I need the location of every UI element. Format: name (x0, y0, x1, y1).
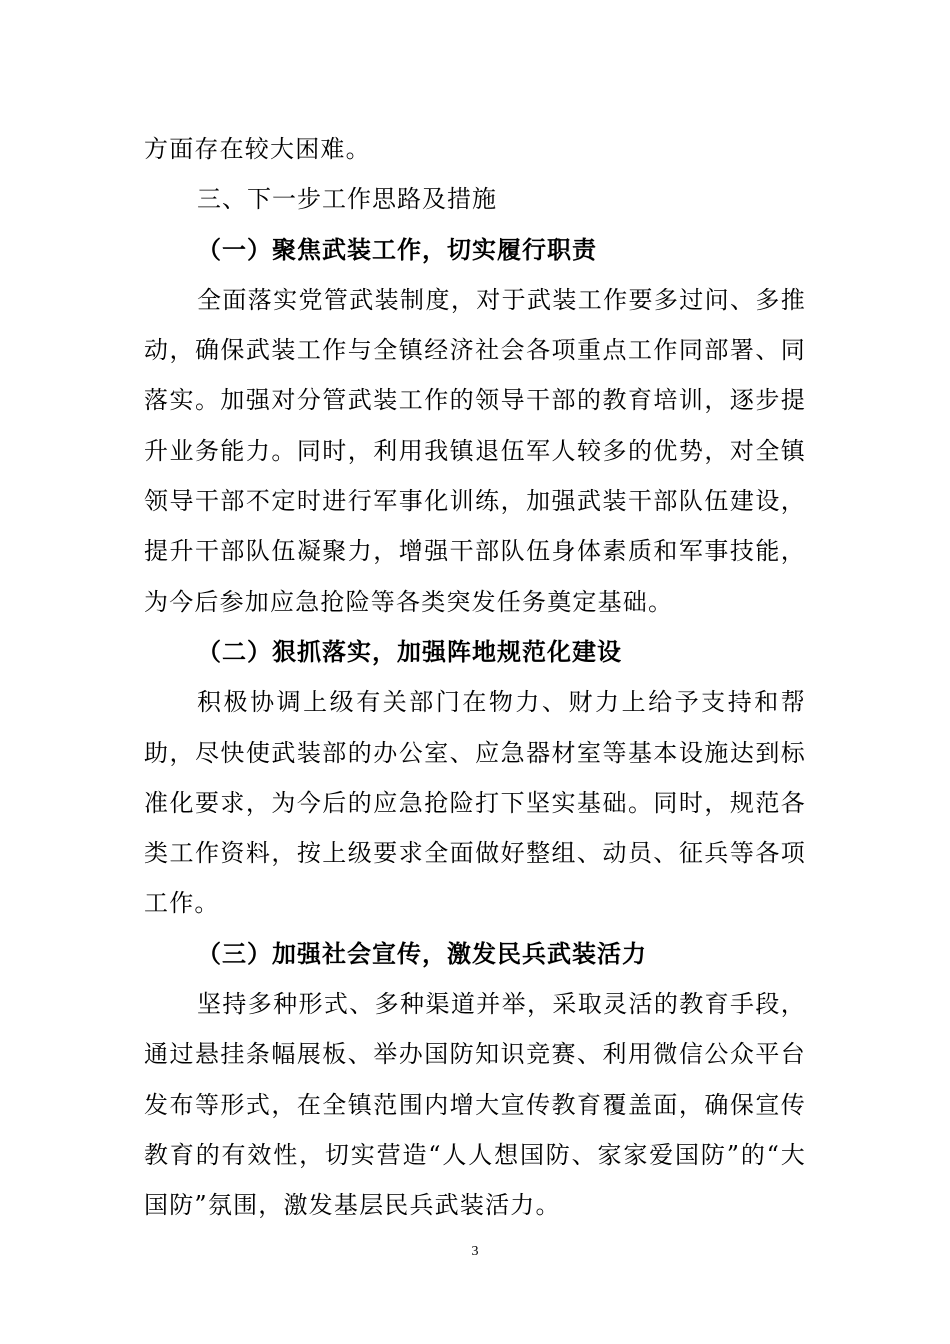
document-body (144, 124, 806, 1231)
subsection-body-3: 坚持多种形式、多种渠道并举，采取灵活的教育手段，通过悬挂条幅展板、举办国防知识竞赛、利用微信公众平台发布等形式，在全镇范围内增大宣传教育覆盖面，确保宣传教育的有效性，切实营造“人人想国防、家家爱国防”的“大国防”氛围，激发基层民兵武装活力。 (144, 990, 806, 1220)
subsection-heading-1: （一）聚焦武装工作，切实履行职责 (197, 234, 597, 264)
subsection-body-2: 积极协调上级有关部门在物力、财力上给予支持和帮助，尽快使武装部的办公室、应急器材室等基本设施达到标准化要求，为今后的应急抢险打下坚实基础。同时，规范各类工作资料，按上级要求全面做好整组、动员、征兵等各项工作。 (144, 688, 806, 918)
subsection-body-1: 全面落实党管武装制度，对于武装工作要多过问、多推动，确保武装工作与全镇经济社会各项重点工作同部署、同落实。加强对分管武装工作的领导干部的教育培训，逐步提升业务能力。同时，利用我镇退伍军人较多的优势，对全镇领导干部不定时进行军事化训练，加强武装干部队伍建设，提升干部队伍凝聚力，增强干部队伍身体素质和军事技能，为今后参加应急抢险等各类突发任务奠定基础。 (144, 285, 806, 616)
continuation-paragraph: 方面存在较大困难。 (144, 135, 371, 163)
page-number: 3 (471, 1244, 479, 1259)
section-title: 三、下一步工作思路及措施 (197, 185, 497, 214)
subsection-heading-3: （三）加强社会宣传，激发民兵武装活力 (197, 938, 647, 968)
subsection-heading-2: （二）狠抓落实，加强阵地规范化建设 (197, 636, 622, 666)
